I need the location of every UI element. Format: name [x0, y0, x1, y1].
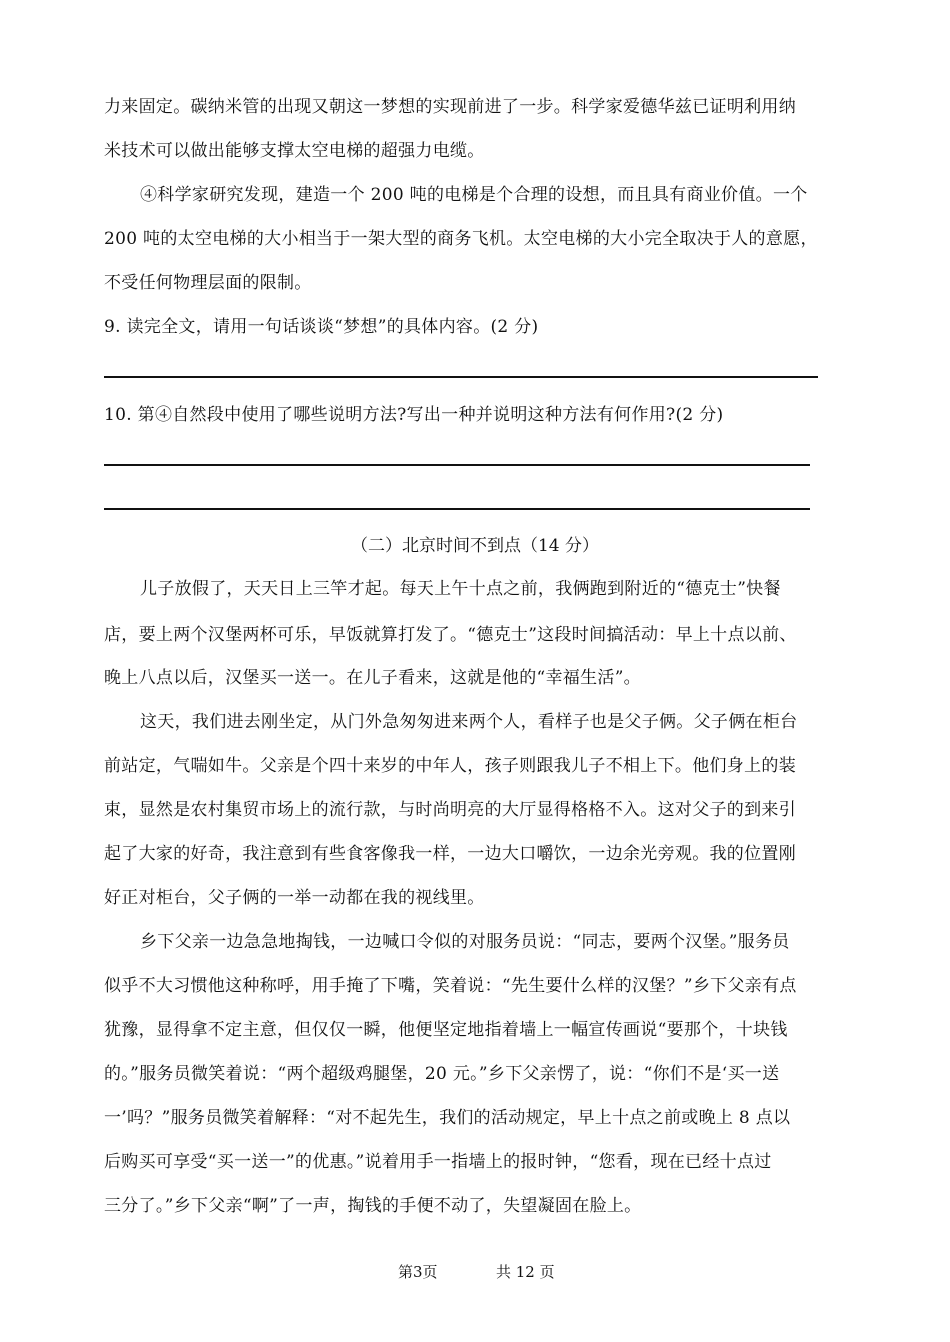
page-total: 共 12 页 [496, 1263, 555, 1281]
passage-line: ④科学家研究发现，建造一个 200 吨的电梯是个合理的设想，而且具有商业价值。一个 [140, 185, 808, 205]
page-number: 第3页 [398, 1263, 438, 1281]
passage-line: 力来固定。碳纳米管的出现又朝这一梦想的实现前进了一步。科学家爱德华兹已证明利用纳 [104, 97, 796, 117]
passage-line: 似乎不大习惯他这种称呼，用手掩了下嘴，笑着说：“先生要什么样的汉堡？”乡下父亲有点 [104, 976, 797, 996]
answer-line-q9[interactable] [104, 376, 818, 378]
passage-line: 晚上八点以后，汉堡买一送一。在儿子看来，这就是他的“幸福生活”。 [104, 668, 641, 688]
passage-line: 的。”服务员微笑着说：“两个超级鸡腿堡，20 元。”乡下父亲愣了，说：“你们不是‘买一送 [104, 1064, 780, 1084]
passage-line: 三分了。”乡下父亲“啊”了一声，掏钱的手便不动了，失望凝固在脸上。 [104, 1196, 642, 1216]
passage-line: 一’吗？”服务员微笑着解释：“对不起先生，我们的活动规定，早上十点之前或晚上 8 点以 [104, 1108, 791, 1128]
answer-line-q10-1[interactable] [104, 464, 810, 466]
passage-line: 好正对柜台，父子俩的一举一动都在我的视线里。 [104, 888, 485, 908]
section-title: （二）北京时间不到点（14 分） [350, 536, 600, 556]
question-10: 10. 第④自然段中使用了哪些说明方法?写出一种并说明这种方法有何作用?(2 分) [104, 405, 724, 425]
passage-line: 店，要上两个汉堡两杯可乐，早饭就算打发了。“德克士”这段时间搞活动：早上十点以前、 [104, 625, 797, 645]
passage-line: 乡下父亲一边急急地掏钱，一边喊口令似的对服务员说：“同志，要两个汉堡。”服务员 [140, 932, 790, 952]
passage-line: 犹豫，显得拿不定主意，但仅仅一瞬，他便坚定地指着墙上一幅宣传画说“要那个，十块钱 [104, 1020, 788, 1040]
passage-line: 这天，我们进去刚坐定，从门外急匆匆进来两个人，看样子也是父子俩。父子俩在柜台 [140, 712, 798, 732]
passage-line: 前站定，气喘如牛。父亲是个四十来岁的中年人，孩子则跟我儿子不相上下。他们身上的装 [104, 756, 796, 776]
answer-line-q10-2[interactable] [104, 508, 810, 510]
question-9: 9. 读完全文，请用一句话谈谈“梦想”的具体内容。(2 分) [104, 317, 539, 337]
passage-line: 后购买可享受“买一送一”的优惠。”说着用手一指墙上的报时钟，“您看，现在已经十点过 [104, 1152, 772, 1172]
passage-line: 儿子放假了，天天日上三竿才起。每天上午十点之前，我俩跑到附近的“德克士”快餐 [140, 579, 781, 599]
passage-line: 不受任何物理层面的限制。 [104, 273, 312, 293]
passage-line: 束，显然是农村集贸市场上的流行款，与时尚明亮的大厅显得格格不入。这对父子的到来引 [104, 800, 796, 820]
passage-line: 起了大家的好奇，我注意到有些食客像我一样，一边大口嚼饮，一边余光旁观。我的位置刚 [104, 844, 796, 864]
passage-line: 200 吨的太空电梯的大小相当于一架大型的商务飞机。太空电梯的大小完全取决于人的意愿， [104, 229, 818, 249]
passage-line: 米技术可以做出能够支撑太空电梯的超强力电缆。 [104, 141, 485, 161]
